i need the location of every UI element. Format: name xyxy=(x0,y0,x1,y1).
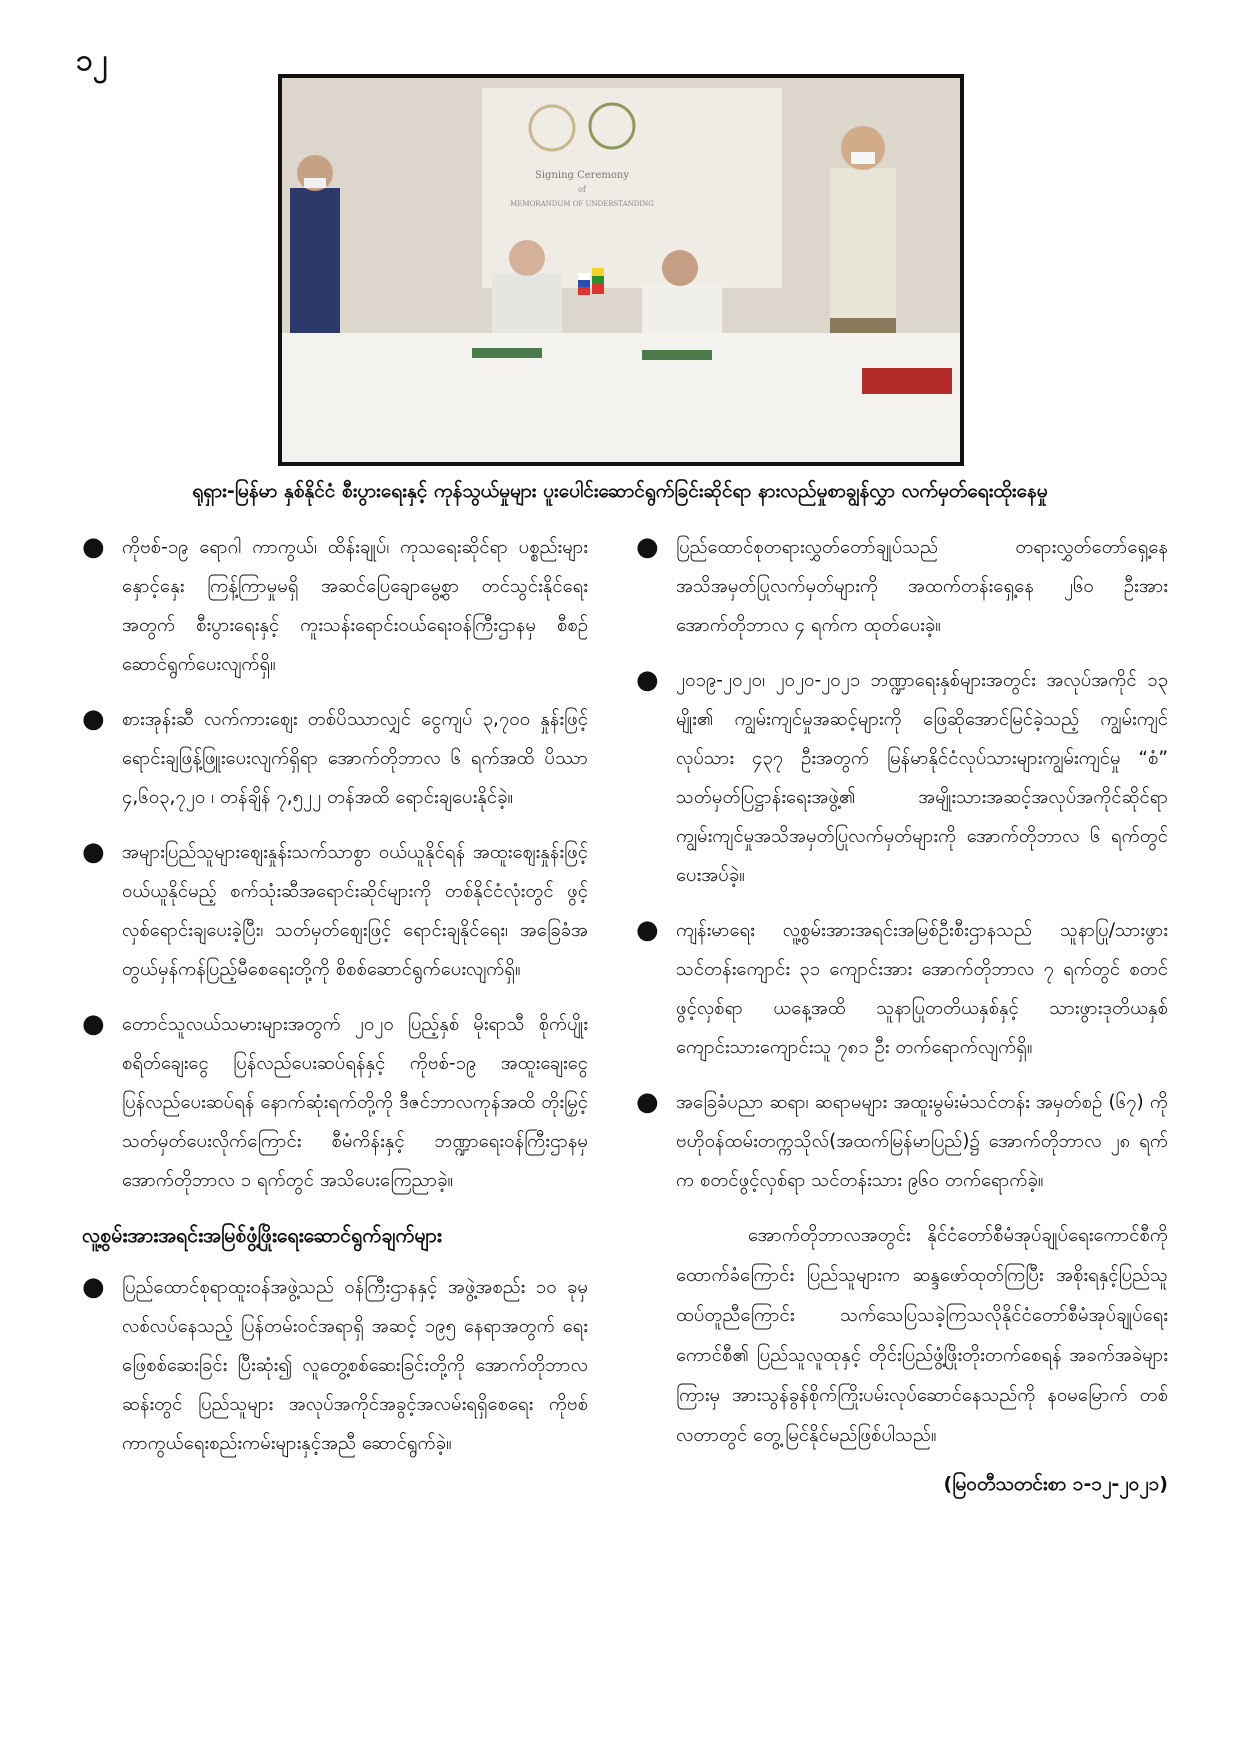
list-item xyxy=(636,528,1168,645)
section-heading: လူ့စွမ်းအားအရင်းအမြစ်ဖွံ့ဖြိုးရေးဆောင်ရွက်ချက်များ xyxy=(82,1224,442,1247)
backdrop-of: of xyxy=(578,185,586,194)
list-item-text: ၂၀၁၉-၂၀၂၀၊ ၂၀၂၀-၂၀၂၁ ဘဏ္ဍာရေးနှစ်များအတွင်း အလုပ်အကိုင် ၁၃ မျိုး၏ ကျွမ်းကျင်မှုအဆင့်များကို ဖြေဆိုအောင်မြင်ခဲ့သည့် ကျွမ်းကျင်လုပ်သား ၄၃၇ ဦးအတွက် မြန်မာနိုင်ငံလုပ်သားများကျွမ်းကျင်မှု “စံ” သတ်မှတ်ပြဋ္ဌာန်းရေးအဖွဲ့၏ အမျိုးသားအဆင့်အလုပ်အကိုင်ဆိုင်ရာ ကျွမ်းကျင်မှုအသိအမှတ်ပြုလက်မှတ်များကို အောက်တိုဘာလ ၆ ရက်တွင် ပေးအပ်ခဲ့။ xyxy=(676,670,1168,886)
list-item xyxy=(82,833,588,989)
list-item xyxy=(82,1268,588,1463)
list-item-text: အများပြည်သူများဈေးနှုန်းသက်သာစွာ ဝယ်ယူနိုင်ရန် အထူးဈေးနှုန်းဖြင့် ဝယ်ယူနိုင်မည့် စက်သုံးဆီအရောင်းဆိုင်များကို တစ်နိုင်ငံလုံးတွင် ဖွင့်လှစ်ရောင်းချပေးခဲ့ပြီး၊ သတ်မှတ်ဈေးဖြင့် ရောင်းချနိုင်ရေး၊ အခြေခံအတွယ်မှန်ကန်ပြည့်မီစေရေးတို့ကို စိစစ်ဆောင်ရွက်ပေးလျက်ရှိ။ xyxy=(122,842,588,980)
list-item-text: စားအုန်းဆီ လက်ကားဈေး တစ်ပိဿာလျှင် ငွေကျပ် ၃,၇၀၀ နှုန်းဖြင့် ရောင်းချဖြန့်ဖြူးပေးလျက်ရှိရာ အောက်တိုဘာလ ၆ ရက်အထိ ပိဿာ ၄,၆၀၃,၇၂၀ ၊ တန်ချိန် ၇,၅၂၂ တန်အထိ ရောင်းချပေးနိုင်ခဲ့။ xyxy=(122,709,588,808)
bullet-icon: ● xyxy=(636,915,659,945)
list-item-text: အခြေခံပညာ ဆရာ၊ ဆရာမများ အထူးမွမ်းမံသင်တန်း အမှတ်စဉ် (၆၇) ကို ဗဟိုဝန်ထမ်းတက္ကသိုလ်(အထက်မြန်မာပြည်)၌ အောက်တိုဘာလ ၂၈ ရက်က စတင်ဖွင့်လှစ်ရာ သင်တန်းသား ၉၆၀ တက်ရောက်ခဲ့။ xyxy=(676,1092,1168,1191)
backdrop-title: Signing Ceremony xyxy=(535,170,629,181)
list-item xyxy=(636,911,1168,1067)
bullet-icon: ● xyxy=(82,1009,105,1039)
bullet-icon: ● xyxy=(636,665,659,695)
list-item xyxy=(82,1005,588,1200)
bullet-icon: ● xyxy=(82,837,105,867)
list-item xyxy=(82,700,588,817)
bullet-icon: ● xyxy=(636,532,659,562)
list-item-text: ကျန်းမာရေး လူ့စွမ်းအားအရင်းအမြစ်ဦးစီးဌာနသည် သူနာပြု/သားဖွားသင်တန်းကျောင်း ၃၁ ကျောင်းအား အောက်တိုဘာလ ၇ ရက်တွင် စတင်ဖွင့်လှစ်ရာ ယနေ့အထိ သူနာပြုတတိယနှစ်နှင့် သားဖွားဒုတိယနှစ် ကျောင်းသားကျောင်းသူ ၇၈၁ ဦး တက်ရောက်လျက်ရှိ။ xyxy=(676,920,1168,1058)
page-number: ၁၂ xyxy=(76,43,108,78)
list-item xyxy=(636,661,1168,895)
list-item-text: တောင်သူလယ်သမားများအတွက် ၂၀၂၀ ပြည့်နှစ် မိုးရာသီ စိုက်ပျိုးစရိတ်ချေးငွေ ပြန်လည်ပေးဆပ်ရန်နှင့် ကိုဗစ်-၁၉ အထူးချေးငွေပြန်လည်ပေးဆပ်ရန် နောက်ဆုံးရက်တို့ကို ဒီဇင်ဘာလကုန်အထိ တိုးမြှင့်သတ်မှတ်ပေးလိုက်ကြောင်း စီမံကိန်းနှင့် ဘဏ္ဍာရေးဝန်ကြီးဌာနမှ အောက်တိုဘာလ ၁ ရက်တွင် အသိပေးကြေညာခဲ့။ xyxy=(122,1014,588,1191)
source-citation: (မြဝတီသတင်းစာ ၁-၁၂-၂၀၂၁) xyxy=(943,1473,1168,1495)
list-item-text: ပြည်ထောင်စုရာထူးဝန်အဖွဲ့သည် ဝန်ကြီးဌာနနှင့် အဖွဲ့အစည်း ၁၀ ခုမှ လစ်လပ်နေသည့် ပြန်တမ်းဝင်အရာရှိ အဆင့် ၁၉၅ နေရာအတွက် ရေးဖြေစစ်ဆေးခြင်း ပြီးဆုံး၍ လူတွေ့စစ်ဆေးခြင်းတို့ကို အောက်တိုဘာလဆန်းတွင် ပြည်သူများ အလုပ်အကိုင်အခွင့်အလမ်းရရှိစေရေး ကိုဗစ်ကာကွယ်ရေးစည်းကမ်းများနှင့်အညီ ဆောင်ရွက်ခဲ့။ xyxy=(122,1277,588,1454)
list-item-text: ကိုဗစ်-၁၉ ရောဂါ ကာကွယ်၊ ထိန်းချုပ်၊ ကုသရေးဆိုင်ရာ ပစ္စည်းများ နှောင့်နှေး ကြန့်ကြာမှုမရှိ အဆင်ပြေချောမွေ့စွာ တင်သွင်းနိုင်ရေးအတွက် စီးပွားရေးနှင့် ကူးသန်းရောင်းဝယ်ရေးဝန်ကြီးဌာနမှ စီစဉ်ဆောင်ရွက်ပေးလျက်ရှိ။ xyxy=(122,537,588,675)
list-item xyxy=(82,528,588,684)
bullet-icon: ● xyxy=(82,1272,105,1302)
list-item xyxy=(636,1083,1168,1200)
right-column xyxy=(636,528,1168,1502)
left-column xyxy=(82,528,588,1479)
backdrop-subtitle: MEMORANDUM OF UNDERSTANDING xyxy=(510,200,654,208)
closing-paragraph: အောက်တိုဘာလအတွင်း နိုင်ငံတော်စီမံအုပ်ချုပ်ရေးကောင်စီကို ထောက်ခံကြောင်း ပြည်သူများက ဆန္ဒဖော်ထုတ်ကြပြီး အစိုးရနှင့်ပြည်သူ ထပ်တူညီကြောင်း သက်သေပြသခဲ့ကြသလိုနိုင်ငံတော်စီမံအုပ်ချုပ်ရေးကောင်စီ၏ ပြည်သူလူထုနှင့် တိုင်းပြည်ဖွံ့ဖြိုးတိုးတက်စေရန် အခက်အခဲများကြားမှ အားသွန်ခွန်စိုက်ကြိုးပမ်းလုပ်ဆောင်နေသည်ကို နဝမမြောက် တစ်လတာတွင် တွေ့မြင်နိုင်မည်ဖြစ်ပါသည်။ xyxy=(676,1225,1168,1446)
section-bullet-list xyxy=(82,1268,588,1463)
left-bullet-list xyxy=(82,528,588,1200)
photo-caption: ရုရှား-မြန်မာ နှစ်နိုင်ငံ စီးပွားရေးနှင့် ကုန်သွယ်မှုများ ပူးပေါင်းဆောင်ရွက်ခြင်းဆိုင်ရာ နားလည်မှုစာချွန်လွှာ လက်မှတ်ရေးထိုးနေမှု xyxy=(192,480,1048,502)
signing-ceremony-photo xyxy=(278,74,964,466)
right-bullet-list xyxy=(636,528,1168,1200)
bullet-icon: ● xyxy=(82,532,105,562)
bullet-icon: ● xyxy=(82,704,105,734)
list-item-text: ပြည်ထောင်စုတရားလွှတ်တော်ချုပ်သည် တရားလွှတ်တော်ရှေ့နေအသိအမှတ်ပြုလက်မှတ်များကို အထက်တန်းရှေ့နေ ၂၆၀ ဦးအား အောက်တိုဘာလ ၄ ရက်က ထုတ်ပေးခဲ့။ xyxy=(676,537,1168,636)
bullet-icon: ● xyxy=(636,1087,659,1117)
